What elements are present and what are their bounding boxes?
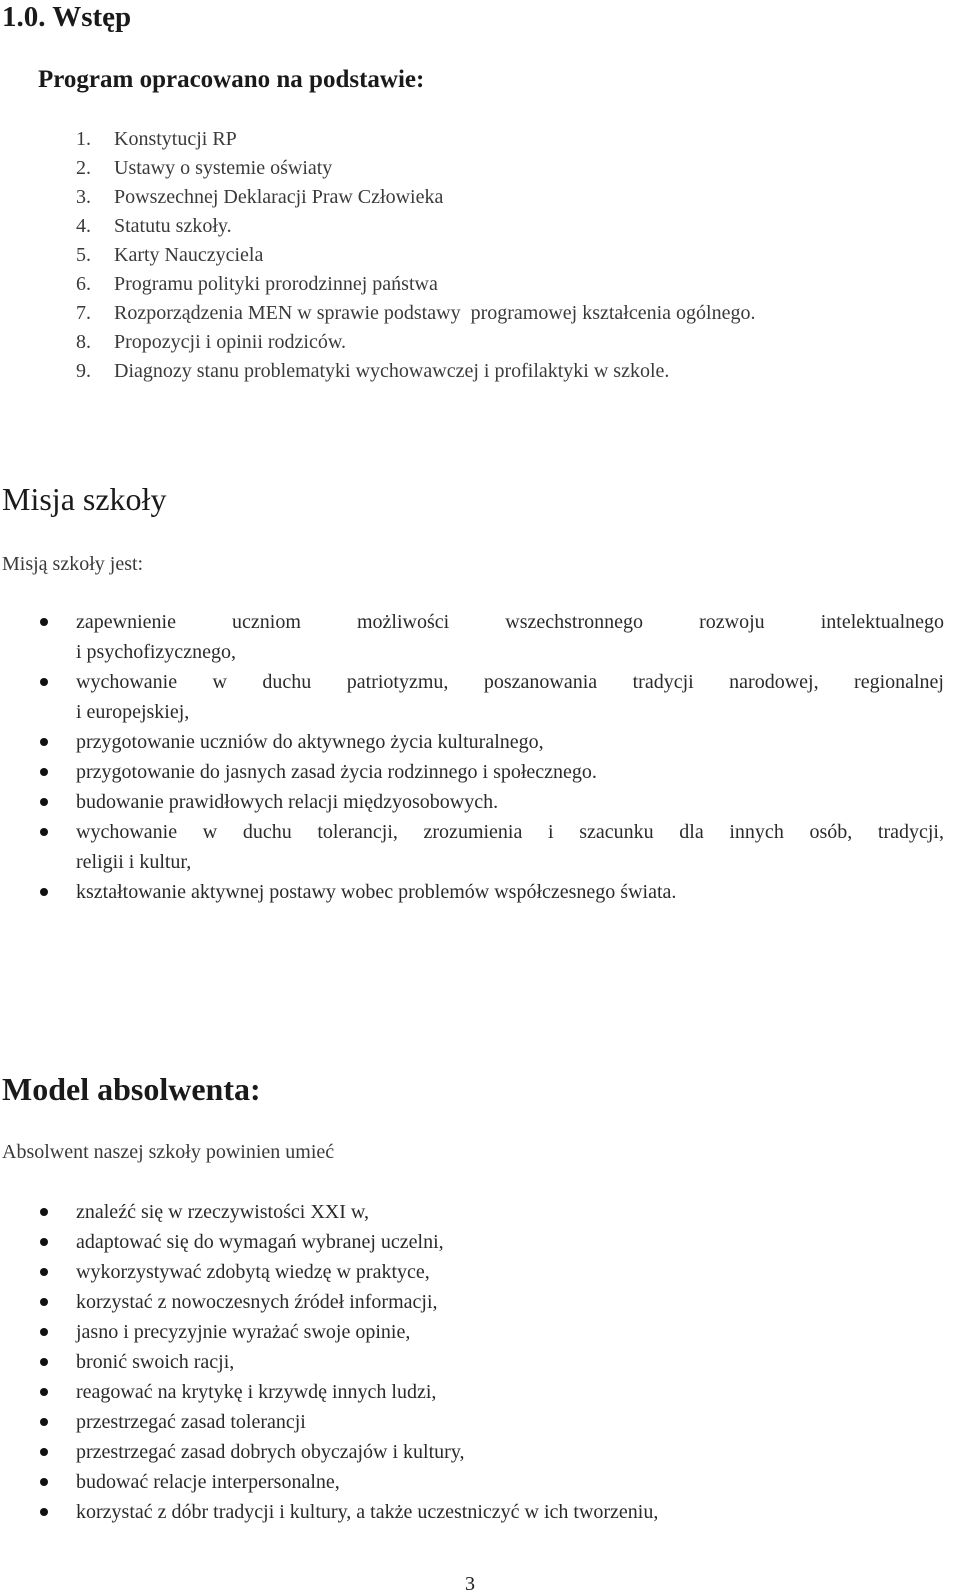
list-text: wychowanie w duchu tolerancji, zrozumienia i szacunku dla innych osób, tradycji, [76, 821, 944, 843]
list-item [0, 1377, 960, 1407]
list-text: Programu polityki prorodzinnej państwa [114, 273, 438, 295]
list-item [0, 757, 960, 787]
bullet-icon [40, 1268, 48, 1276]
bullet-icon [40, 1298, 48, 1306]
bullet-icon [40, 1508, 48, 1516]
list-text: wykorzystywać zdobytą wiedzę w praktyce, [76, 1261, 430, 1283]
mission-intro: Misją szkoły jest: [2, 553, 144, 575]
list-text: budowanie prawidłowych relacji międzyosobowych. [76, 791, 499, 813]
mission-title: Misja szkoły [2, 481, 167, 517]
list-text: wychowanie w duchu patriotyzmu, poszanowania tradycji narodowej, regionalnej [76, 671, 944, 693]
list-text: przestrzegać zasad dobrych obyczajów i kultury, [76, 1441, 465, 1463]
list-text: Powszechnej Deklaracji Praw Człowieka [114, 186, 444, 208]
list-text: korzystać z dóbr tradycji i kultury, a także uczestniczyć w ich tworzeniu, [76, 1501, 659, 1523]
list-number: 3. [76, 186, 91, 208]
bullet-icon [40, 678, 48, 686]
graduate-intro: Absolwent naszej szkoły powinien umieć [2, 1141, 335, 1163]
basis-subheading: Program opracowano na podstawie: [38, 66, 425, 93]
list-item [0, 1227, 960, 1257]
graduate-title: Model absolwenta: [2, 1071, 261, 1107]
list-item [0, 1437, 960, 1467]
list-item [0, 1317, 960, 1347]
list-text-continued: religii i kultur, [76, 851, 192, 873]
list-item [0, 1407, 960, 1437]
bullet-icon [40, 618, 48, 626]
list-item [0, 1197, 960, 1227]
bullet-icon [40, 768, 48, 776]
list-text: przygotowanie uczniów do aktywnego życia kulturalnego, [76, 731, 544, 753]
list-text-continued: i europejskiej, [76, 701, 190, 723]
list-number: 6. [76, 273, 91, 295]
list-number: 5. [76, 244, 91, 266]
bullet-icon [40, 1448, 48, 1456]
list-item [0, 1497, 960, 1527]
bullet-icon [40, 1358, 48, 1366]
list-number: 4. [76, 215, 91, 237]
list-text: bronić swoich racji, [76, 1351, 235, 1373]
bullet-icon [40, 1388, 48, 1396]
list-text: jasno i precyzyjnie wyrażać swoje opinie, [76, 1321, 411, 1343]
bullet-icon [40, 1208, 48, 1216]
list-item [0, 787, 960, 817]
list-text: zapewnienie uczniom możliwości wszechstronnego rozwoju intelektualnego [76, 611, 944, 633]
list-text: Konstytucji RP [114, 128, 237, 150]
list-number: 7. [76, 302, 91, 324]
list-number: 1. [76, 128, 91, 150]
mission-list [0, 607, 960, 907]
list-text: korzystać z nowoczesnych źródeł informacji, [76, 1291, 438, 1313]
bullet-icon [40, 1238, 48, 1246]
bullet-icon [40, 1328, 48, 1336]
list-text: Propozycji i opinii rodziców. [114, 331, 346, 353]
list-text-continued: i psychofizycznego, [76, 641, 236, 663]
list-item [0, 1347, 960, 1377]
list-text: Karty Nauczyciela [114, 244, 264, 266]
list-text: znaleźć się w rzeczywistości XXI w, [76, 1201, 370, 1223]
bullet-icon [40, 1418, 48, 1426]
list-text: Statutu szkoły. [114, 215, 232, 237]
page-number: 3 [465, 1573, 475, 1595]
list-item [0, 1257, 960, 1287]
bullet-icon [40, 828, 48, 836]
bullet-icon [40, 1478, 48, 1486]
bullet-icon [40, 888, 48, 896]
list-text: budować relacje interpersonalne, [76, 1471, 340, 1493]
list-item [0, 1287, 960, 1317]
list-text: przygotowanie do jasnych zasad życia rodzinnego i społecznego. [76, 761, 597, 783]
list-number: 9. [76, 360, 91, 382]
bullet-icon [40, 738, 48, 746]
list-item [0, 877, 960, 907]
section-heading-intro: 1.0. Wstęp [2, 1, 132, 33]
list-number: 2. [76, 157, 91, 179]
list-text: Ustawy o systemie oświaty [114, 157, 333, 179]
list-item [0, 817, 960, 877]
list-text: adaptować się do wymagań wybranej uczelni, [76, 1231, 444, 1253]
list-text: reagować na krytykę i krzywdę innych ludzi, [76, 1381, 437, 1403]
list-text: przestrzegać zasad tolerancji [76, 1411, 306, 1433]
list-item [0, 607, 960, 667]
list-number: 8. [76, 331, 91, 353]
list-item [0, 727, 960, 757]
list-text: Diagnozy stanu problematyki wychowawczej i profilaktyki w szkole. [114, 360, 670, 382]
bullet-icon [40, 798, 48, 806]
list-item [0, 667, 960, 727]
list-text: Rozporządzenia MEN w sprawie podstawy programowej kształcenia ogólnego. [114, 302, 756, 324]
graduate-list [0, 1197, 960, 1527]
list-item [0, 1467, 960, 1497]
list-text: kształtowanie aktywnej postawy wobec problemów współczesnego świata. [76, 881, 677, 903]
